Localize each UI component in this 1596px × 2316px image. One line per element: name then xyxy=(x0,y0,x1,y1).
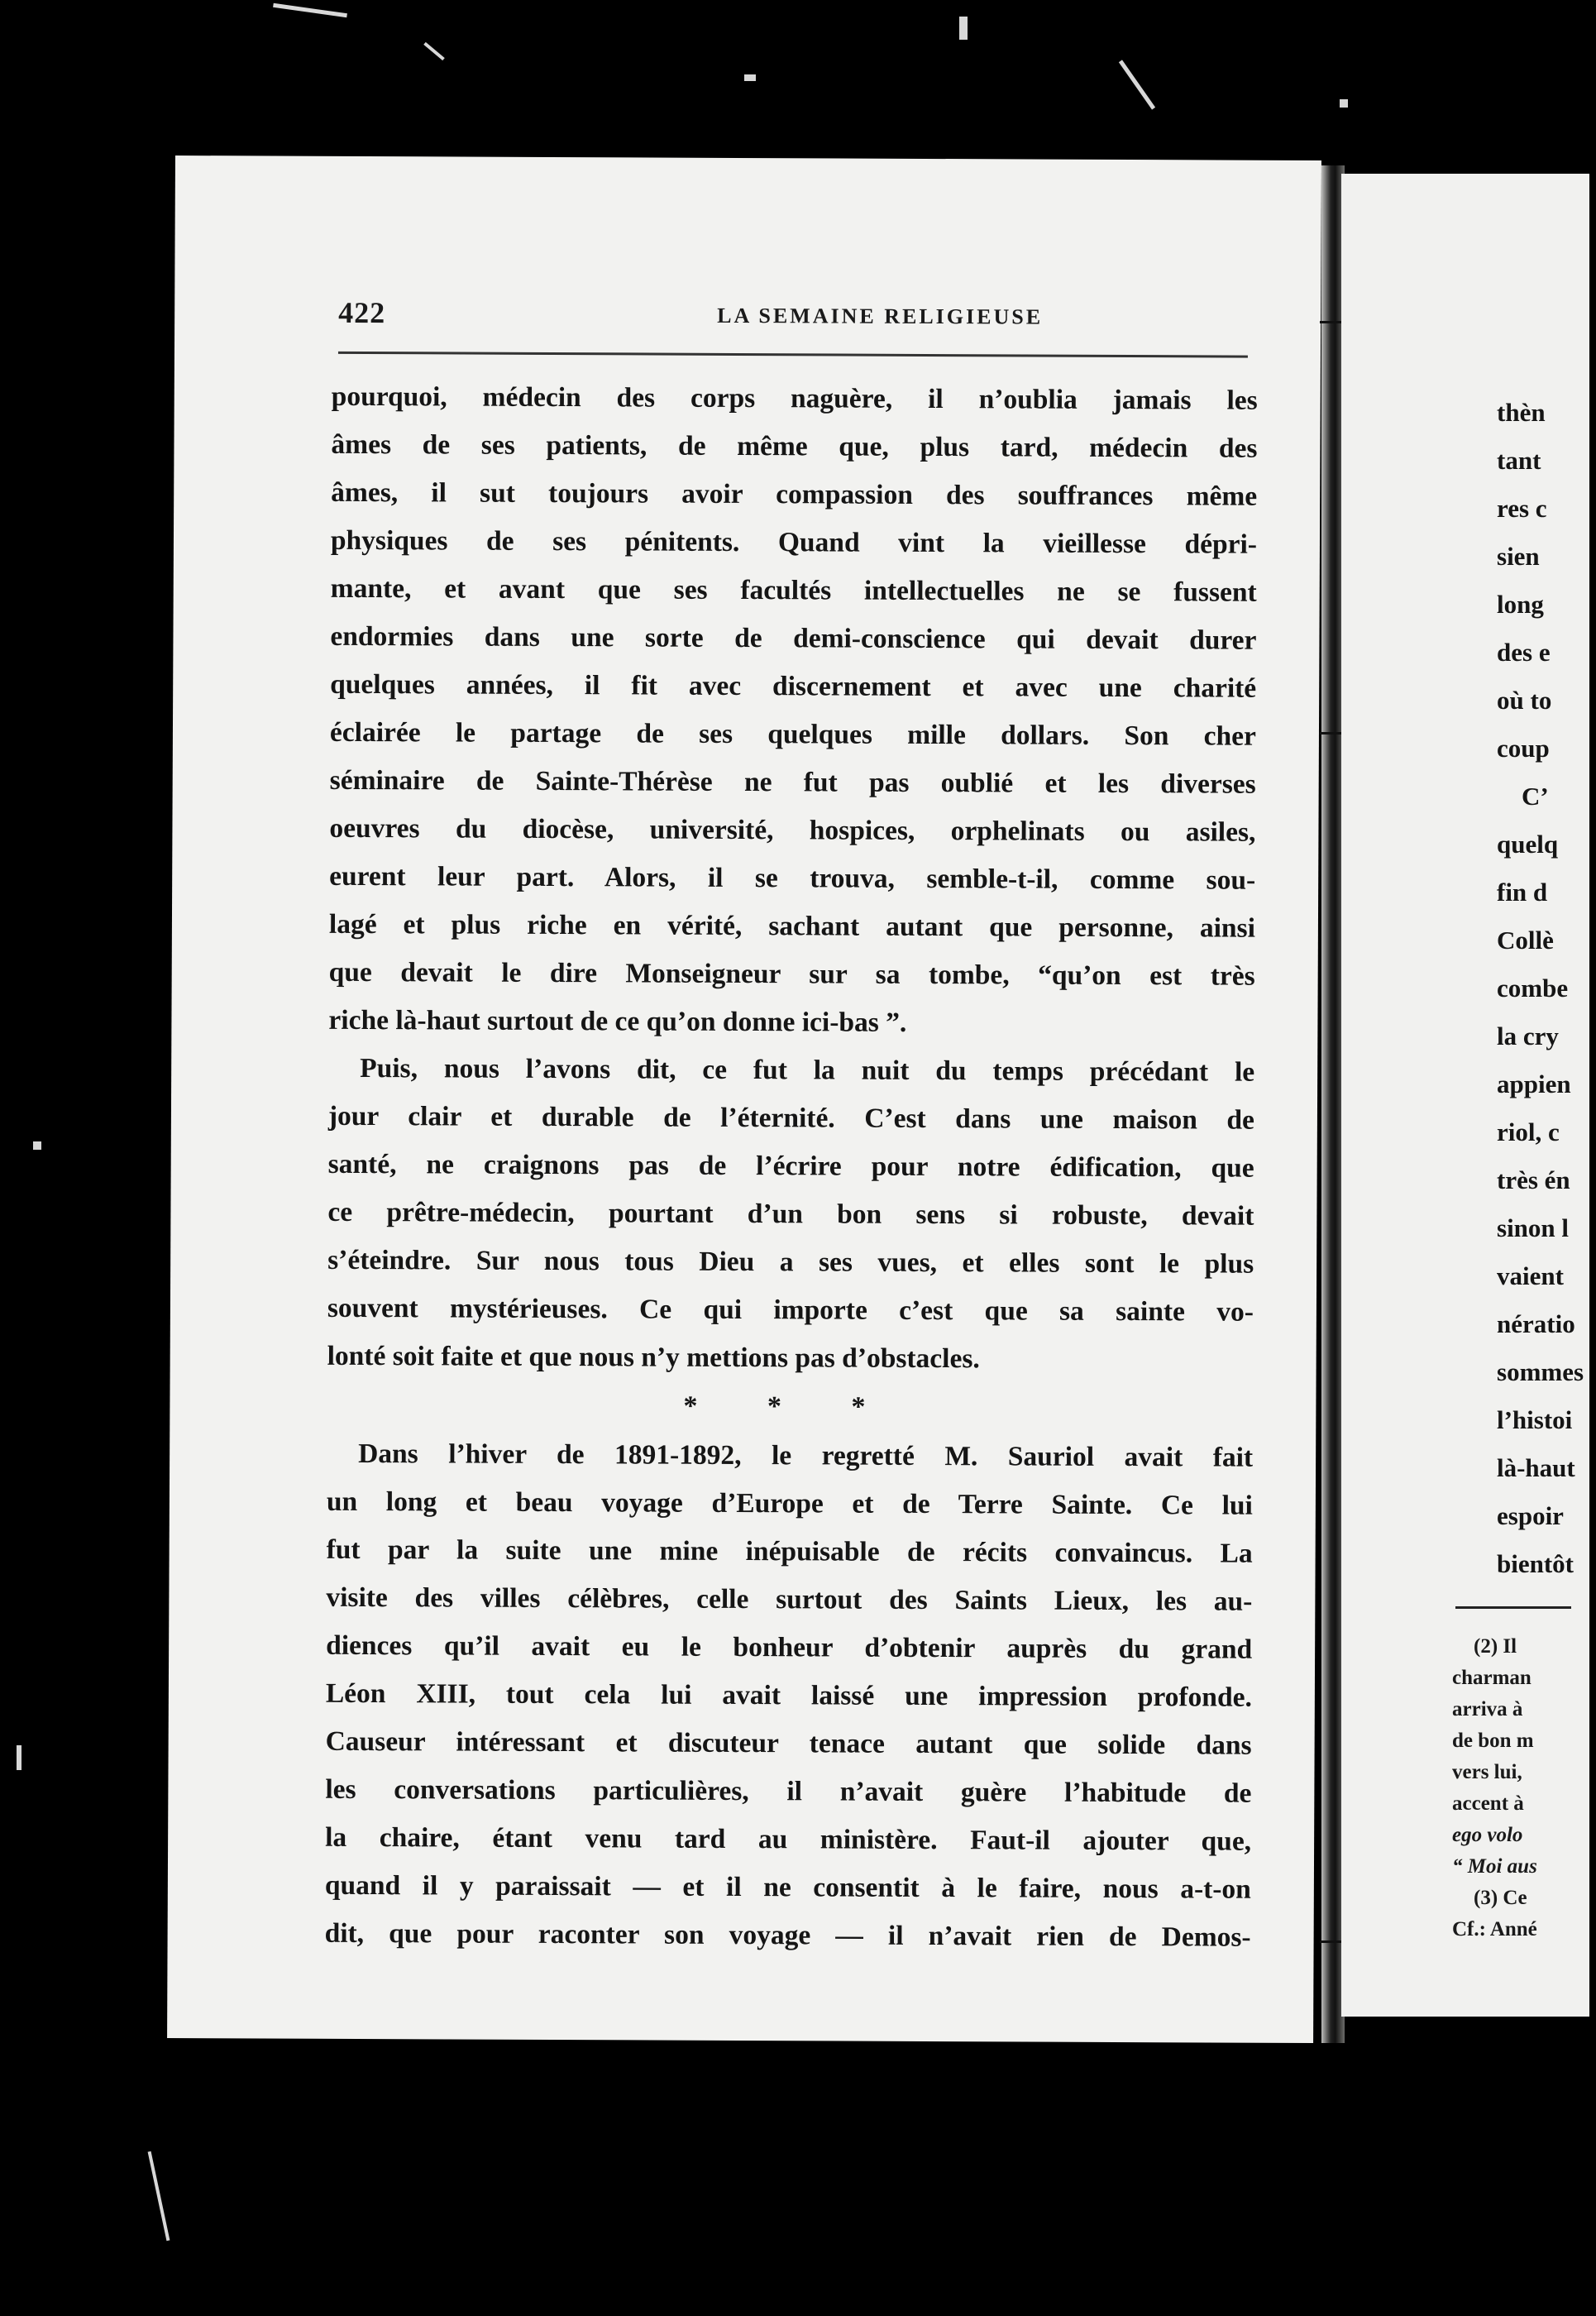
right-page-footnotes xyxy=(1452,1631,1576,1945)
right-page-text xyxy=(1497,389,1596,1588)
text-line: séminaire de Sainte-Thérèse ne fut pas oublié et les diverses xyxy=(329,764,1256,800)
text-line: Puis, nous l’avons dit, ce fut la nuit du temps précédant le xyxy=(360,1052,1255,1088)
text-line: Léon XIII, tout cela lui avait laissé une impression profonde. xyxy=(325,1677,1252,1713)
text-line: là-haut xyxy=(1497,1453,1575,1482)
section-break-asterisms: * * * xyxy=(683,1390,897,1423)
scan-speck xyxy=(148,2151,170,2241)
text-line: combe xyxy=(1497,974,1569,1002)
text-line: vaient xyxy=(1497,1261,1564,1290)
text-line: physiques de ses pénitents. Quand vint la vieillesse dépri- xyxy=(330,524,1258,560)
text-line: fin d xyxy=(1497,878,1548,907)
text-line: la cry xyxy=(1497,1022,1559,1050)
text-line: sinon l xyxy=(1497,1213,1570,1242)
text-line: que devait le dire Monseigneur sur sa tombe, “qu’on est très xyxy=(328,956,1255,992)
text-line: C’ xyxy=(1522,782,1549,811)
scan-speck xyxy=(17,1745,22,1770)
footnote-line: Cf.: Anné xyxy=(1452,1918,1537,1940)
scan-speck xyxy=(744,74,756,81)
footnote-line: vers lui, xyxy=(1452,1761,1522,1783)
text-line: Dans l’hiver de 1891-1892, le regretté M. Sauriol avait fait xyxy=(358,1438,1254,1473)
text-line: riche là-haut surtout de ce qu’on donne ici-bas ”. xyxy=(328,1004,907,1038)
text-line: res c xyxy=(1497,494,1547,523)
text-line: endormies dans une sorte de demi-conscience qui devait durer xyxy=(330,620,1257,656)
text-line: lonté soit faite et que nous n’y mettions pas d’obstacles. xyxy=(327,1340,980,1375)
body-text xyxy=(324,373,1257,1962)
text-line: mante, et avant que ses facultés intellectuelles ne se fussent xyxy=(330,572,1257,608)
text-line: oeuvres du diocèse, université, hospices, orphelinats ou asiles, xyxy=(329,812,1256,848)
text-line: âmes, il sut toujours avoir compassion des souffrances même xyxy=(331,476,1258,512)
text-line: espoir xyxy=(1497,1501,1564,1530)
scan-speck xyxy=(33,1141,41,1150)
text-line: jour clair et durable de l’éternité. C’est dans une maison de xyxy=(327,1100,1255,1136)
footnote-line: ego volo xyxy=(1452,1824,1523,1846)
text-line: les conversations particulières, il n’avait guère l’habitude de xyxy=(325,1773,1252,1809)
scan-speck xyxy=(1119,60,1155,109)
text-line: sien xyxy=(1497,542,1540,571)
text-line: santé, ne craignons pas de l’écrire pour notre édification, que xyxy=(327,1148,1254,1184)
running-head xyxy=(338,295,1422,350)
text-line: appien xyxy=(1497,1069,1571,1098)
footnote-line: accent à xyxy=(1452,1792,1524,1815)
text-line: fut par la suite une mine inépuisable de récits convaincus. La xyxy=(326,1534,1253,1569)
text-line: thèn xyxy=(1497,398,1546,427)
footnote-line: charman xyxy=(1452,1667,1531,1689)
scan-speck xyxy=(1340,99,1348,108)
text-line: très én xyxy=(1497,1165,1570,1194)
text-line: quelques années, il fit avec discernement et avec une charité xyxy=(330,668,1257,704)
text-line: riol, c xyxy=(1497,1117,1560,1146)
footnote-line: (2) Il xyxy=(1474,1635,1517,1658)
text-line: un long et beau voyage d’Europe et de Terre Sainte. Ce lui xyxy=(326,1486,1253,1521)
footnote-line: arriva à xyxy=(1452,1698,1523,1720)
footnote-line: de bon m xyxy=(1452,1730,1534,1752)
text-line: pourquoi, médecin des corps naguère, il n’oublia jamais les xyxy=(331,380,1258,416)
text-line: visite des villes célèbres, celle surtout des Saints Lieux, les au- xyxy=(326,1581,1253,1617)
text-line: s’éteindre. Sur nous tous Dieu a ses vues, et elles sont le plus xyxy=(327,1244,1254,1280)
text-line: où to xyxy=(1497,686,1552,715)
text-line: souvent mystérieuses. Ce qui importe c’est que sa sainte vo- xyxy=(327,1292,1254,1328)
text-line: coup xyxy=(1497,734,1550,763)
text-line: quand il y paraissait — et il ne consentit à le faire, nous a-t-on xyxy=(324,1869,1251,1905)
running-title: LA SEMAINE RELIGIEUSE xyxy=(717,303,1044,329)
scan-speck xyxy=(273,3,347,17)
text-line: diences qu’il avait eu le bonheur d’obtenir auprès du grand xyxy=(326,1629,1253,1665)
header-rule xyxy=(338,352,1248,358)
text-line: éclairée le partage de ses quelques mille dollars. Son cher xyxy=(329,716,1257,752)
text-line: des e xyxy=(1497,638,1551,667)
text-line: sommes xyxy=(1497,1357,1584,1386)
footnote-rule xyxy=(1455,1606,1571,1609)
text-line: l’histoi xyxy=(1497,1405,1573,1434)
text-line: long xyxy=(1497,590,1544,619)
text-line: âmes de ses patients, de même que, plus tard, médecin des xyxy=(331,428,1258,464)
text-line: la chaire, étant venu tard au ministère. Faut-il ajouter que, xyxy=(325,1821,1252,1857)
footnote-line: “ Moi aus xyxy=(1452,1855,1537,1878)
text-line: lagé et plus riche en vérité, sachant autant que personne, ainsi xyxy=(328,908,1256,944)
text-line: tant xyxy=(1497,446,1541,475)
text-line: Causeur intéressant et discuteur tenace autant que solide dans xyxy=(325,1725,1252,1761)
page-number: 422 xyxy=(338,295,386,330)
text-line: bientôt xyxy=(1497,1549,1574,1578)
text-line: quelq xyxy=(1497,830,1559,859)
text-line: Collè xyxy=(1497,926,1554,955)
footnote-line: (3) Ce xyxy=(1474,1887,1527,1909)
scan-speck xyxy=(959,17,968,40)
text-line: ce prêtre-médecin, pourtant d’un bon sens si robuste, devait xyxy=(327,1196,1254,1232)
left-page xyxy=(167,156,1321,2043)
text-line: eurent leur part. Alors, il se trouva, semble-t-il, comme sou- xyxy=(329,860,1256,896)
text-line: dit, que pour raconter son voyage — il n’avait rien de Demos- xyxy=(324,1917,1251,1953)
scan-speck xyxy=(423,42,445,60)
text-line: nératio xyxy=(1497,1309,1575,1338)
